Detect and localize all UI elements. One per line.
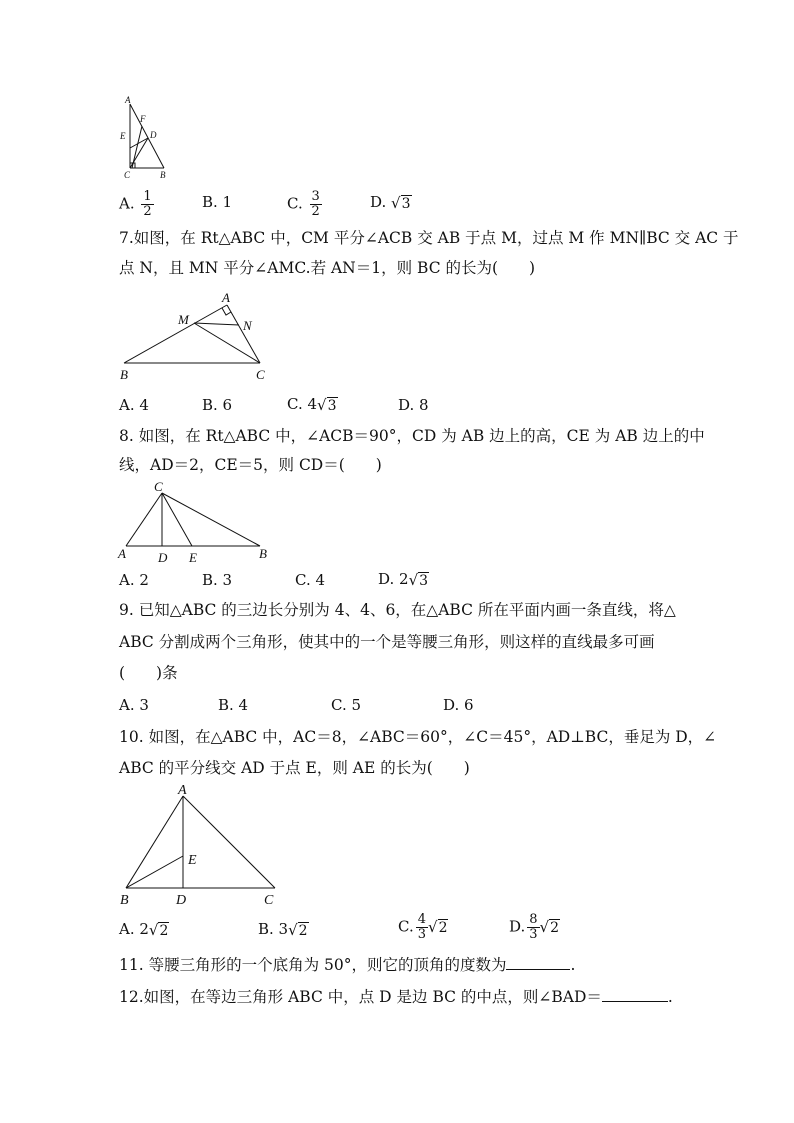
q8-option-a[interactable]: A. 2 [119, 571, 149, 589]
q7-stem-line2: 点 N，且 MN 平分∠AMC.若 AN＝1，则 BC 的长为( ) [119, 259, 536, 277]
q12-answer-blank[interactable] [602, 987, 668, 1002]
q7-option-c[interactable]: C. 4√3 [287, 395, 337, 414]
q6-option-d[interactable]: D. √3 [370, 193, 411, 212]
q11-stem: 11. 等腰三角形的一个底角为 50°，则它的顶角的度数为 . [119, 956, 576, 974]
q7-label-c: C [256, 367, 265, 382]
q10-option-a[interactable]: A. 2√2 [119, 920, 169, 939]
q10-option-b[interactable]: B. 3√2 [258, 920, 308, 939]
sqrt: √2 [288, 920, 308, 939]
q9-option-d[interactable]: D. 6 [443, 696, 474, 714]
q8-option-c[interactable]: C. 4 [295, 571, 326, 589]
q8-option-b[interactable]: B. 3 [202, 571, 233, 589]
q7-label-a: A [222, 290, 230, 305]
q10-label-d: D [176, 893, 187, 908]
sqrt: √3 [391, 193, 411, 212]
fraction: $\frac{3}{2}$ [311, 189, 320, 219]
q11-answer-blank[interactable] [506, 955, 570, 970]
q10-stem-line2: ABC 的平分线交 AD 于点 E，则 AE 的长为( ) [119, 759, 470, 777]
q10-option-c[interactable]: C. $\frac{4}{3}$ √2 [398, 912, 448, 942]
fraction: $\frac{8}{3}$ [529, 912, 538, 942]
q6-label-f: F [140, 114, 146, 124]
q7-option-d[interactable]: D. 8 [398, 396, 429, 414]
q6-option-a[interactable]: A. $\frac{1}{2}$ [119, 189, 152, 219]
q7-stem-line1: 7.如图，在 Rt△ABC 中，CM 平分∠ACB 交 AB 于点 M，过点 M 作 MN∥BC 交 AC 于 [119, 229, 739, 247]
q10-stem-line1: 10. 如图，在△ABC 中，AC＝8，∠ABC＝60°，∠C＝45°，AD⊥BC，垂足为 D，∠ [119, 728, 717, 746]
q6-label-e: E [120, 131, 126, 141]
q8-label-c: C [154, 479, 163, 494]
q6-option-b[interactable]: B. 1 [202, 193, 233, 211]
q7-option-b[interactable]: B. 6 [202, 396, 233, 414]
q9-stem-line1: 9. 已知△ABC 的三边长分别为 4、4、6，在△ABC 所在平面内画一条直线，将△ [119, 601, 676, 619]
q10-label-b: B [120, 893, 129, 908]
q9-stem-line2: ABC 分割成两个三角形，使其中的一个是等腰三角形，则这样的直线最多可画 [119, 633, 655, 651]
sqrt: √2 [148, 920, 169, 939]
q9-option-b[interactable]: B. 4 [218, 696, 249, 714]
sqrt: √3 [317, 395, 337, 414]
q9-option-a[interactable]: A. 3 [119, 696, 149, 714]
q8-label-b: B [259, 546, 267, 561]
q10-label-a: A [178, 783, 187, 798]
q7-figure [112, 285, 277, 385]
q12-stem: 12.如图，在等边三角形 ABC 中，点 D 是边 BC 的中点，则∠BAD＝ . [119, 988, 673, 1006]
q7-label-b: B [120, 367, 128, 382]
sqrt: √3 [408, 570, 429, 589]
q6-option-c[interactable]: C. $\frac{3}{2}$ [287, 189, 320, 219]
q6-label-d: D [150, 130, 157, 140]
q9-stem-line3: ( )条 [119, 664, 178, 682]
q6-label-b: B [160, 170, 166, 180]
q10-figure [112, 778, 287, 910]
q7-label-m: M [178, 312, 189, 327]
q8-stem-line2: 线，AD＝2，CE＝5，则 CD＝( ) [119, 456, 382, 474]
q10-label-c: C [264, 893, 274, 908]
q6-label-a: A [125, 95, 131, 105]
q9-option-c[interactable]: C. 5 [331, 696, 362, 714]
q6-label-c: C [124, 170, 131, 180]
sqrt: √2 [428, 918, 448, 936]
q8-label-d: D [158, 550, 168, 565]
q8-figure [112, 478, 277, 566]
q8-stem-line1: 8. 如图，在 Rt△ABC 中，∠ACB＝90°，CD 为 AB 边上的高，CE 为 AB 边上的中 [119, 427, 705, 445]
q8-label-e: E [189, 550, 197, 565]
q7-label-n: N [243, 318, 252, 333]
sqrt: √2 [539, 918, 560, 936]
fraction: $\frac{1}{2}$ [143, 189, 152, 219]
q8-option-d[interactable]: D. 2√3 [378, 570, 429, 589]
q7-option-a[interactable]: A. 4 [119, 396, 149, 414]
q8-label-a: A [118, 546, 126, 561]
fraction: $\frac{4}{3}$ [417, 912, 426, 942]
q10-label-e: E [188, 853, 197, 868]
q6-figure [112, 92, 172, 182]
q10-option-d[interactable]: D. $\frac{8}{3}$ √2 [509, 912, 560, 942]
